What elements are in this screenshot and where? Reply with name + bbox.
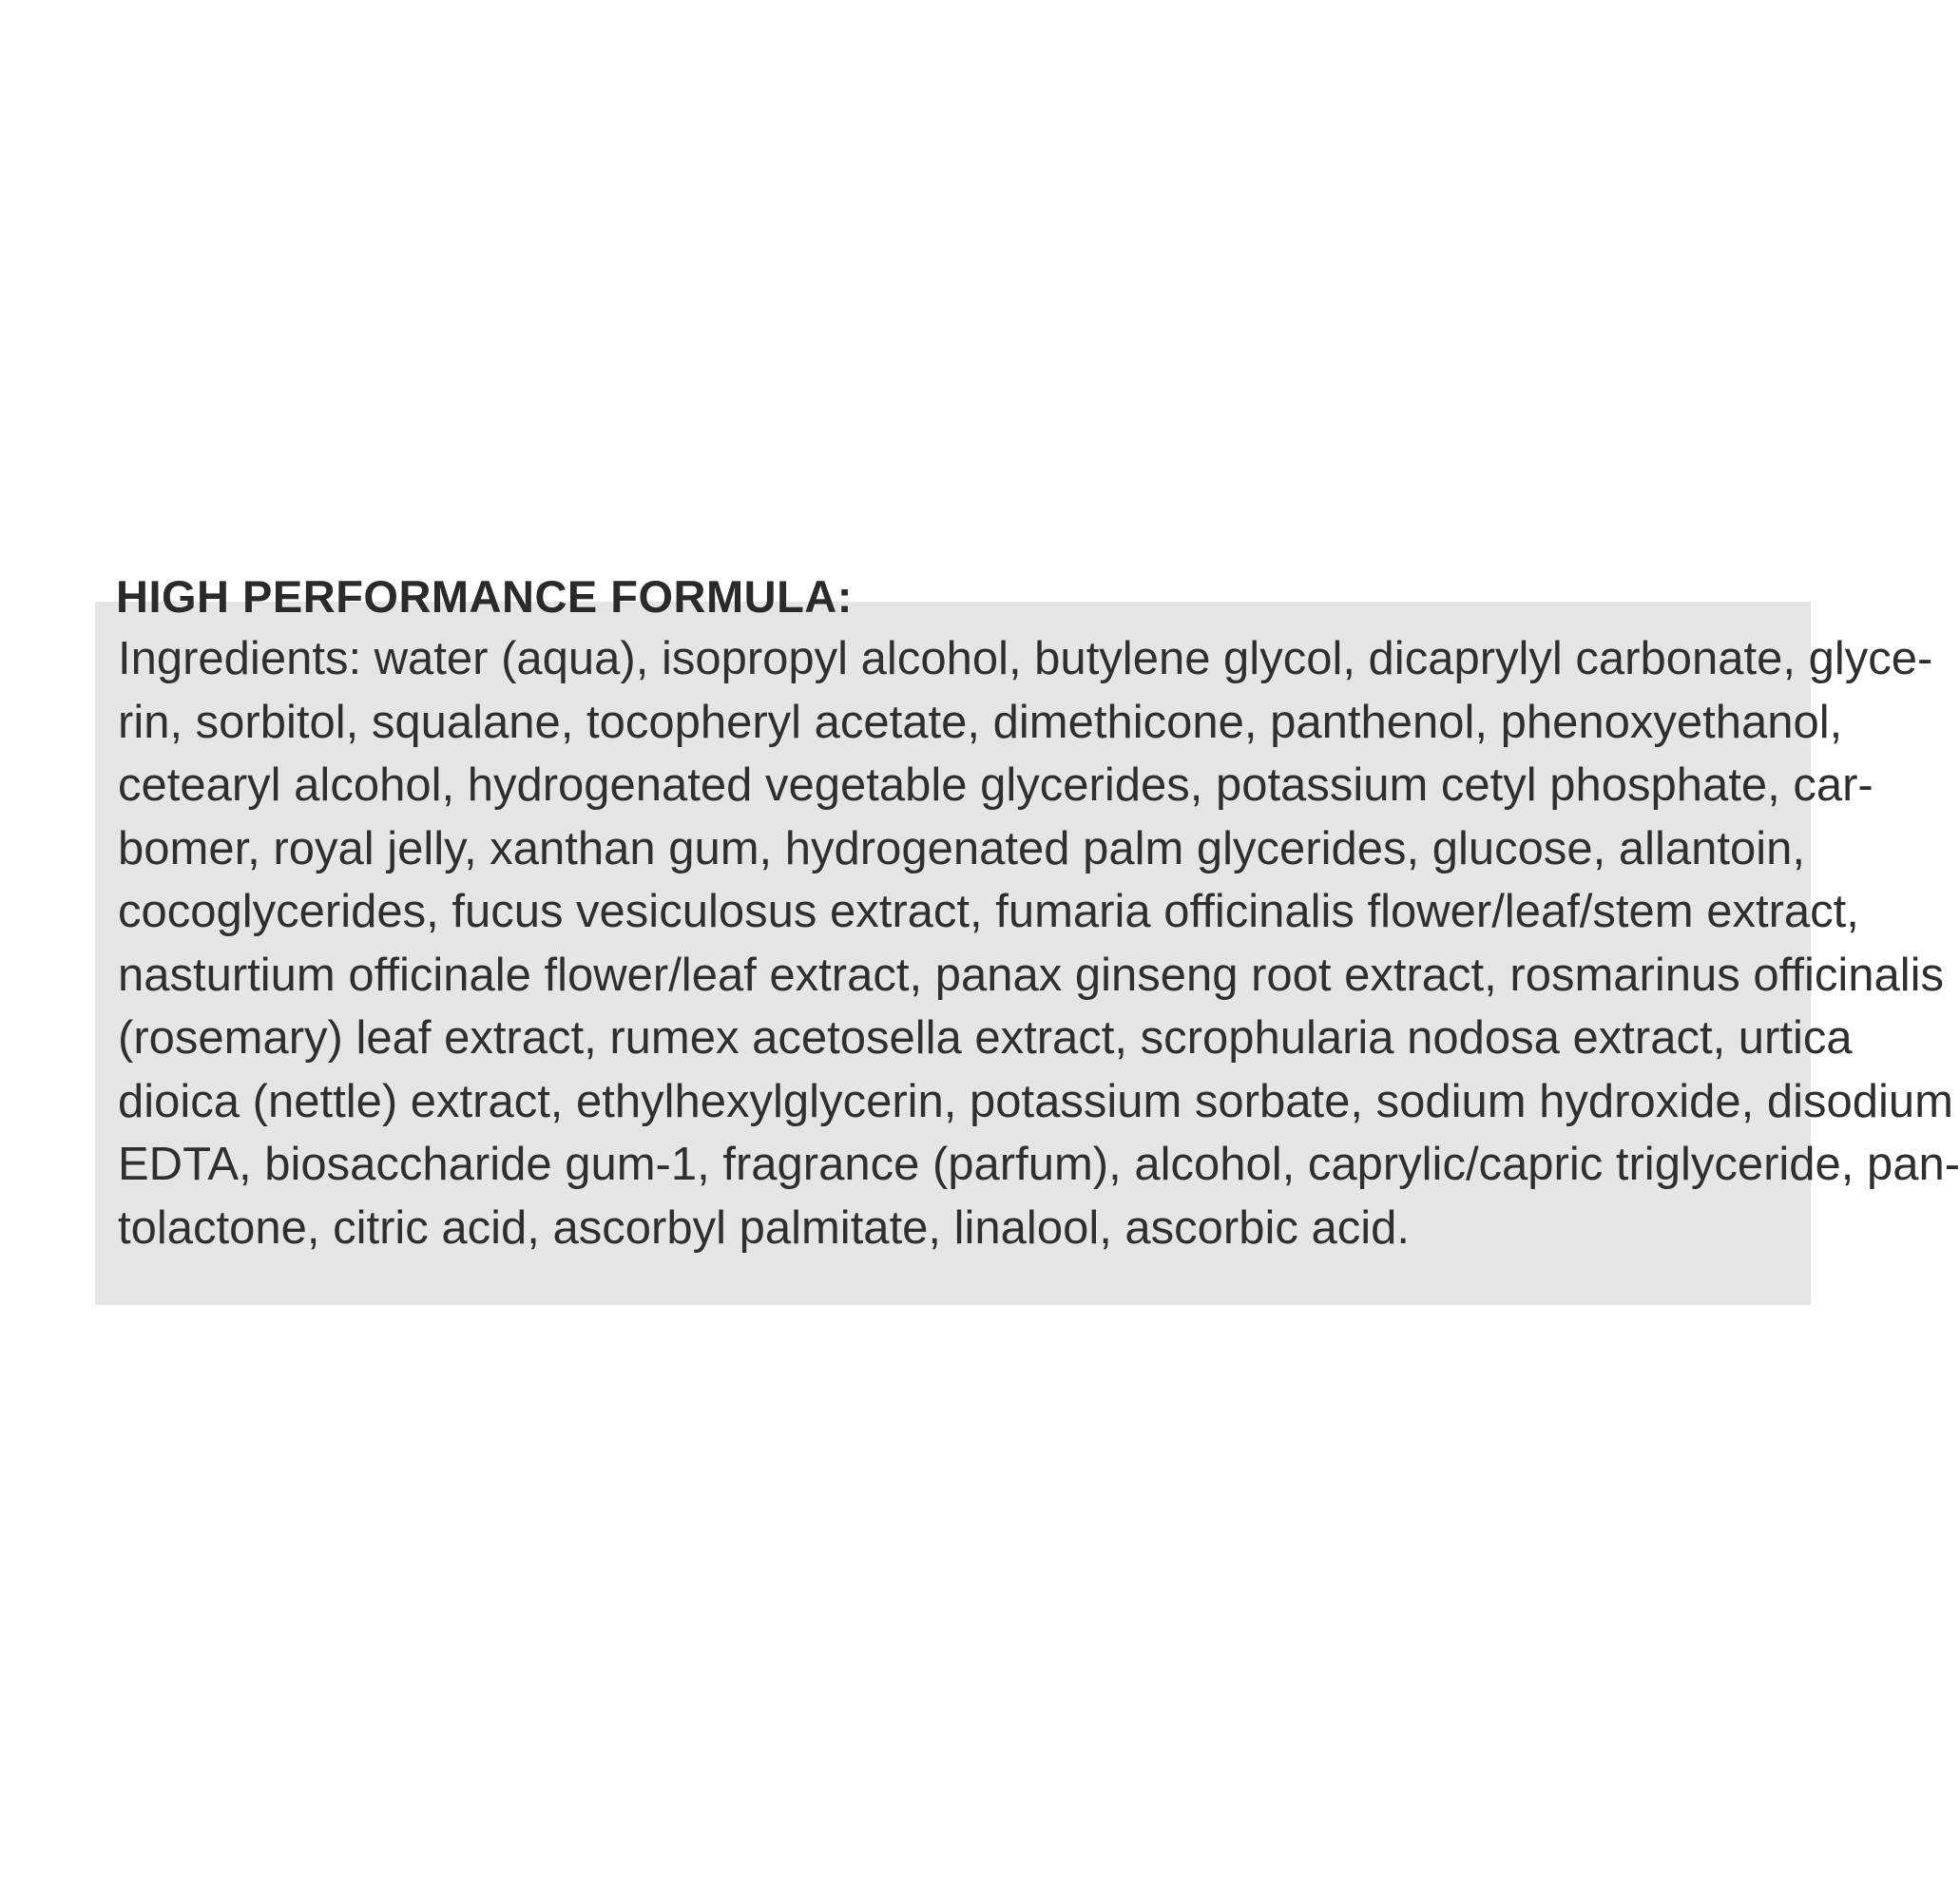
ingredients-line: cetearyl alcohol, hydrogenated vegetable glycerides, potassium cetyl phosphate, car- bbox=[118, 759, 1874, 811]
ingredients-text bbox=[118, 627, 1960, 1259]
ingredients-line: bomer, royal jelly, xanthan gum, hydrogenated palm glycerides, glucose, allantoin, bbox=[118, 822, 1805, 874]
ingredients-line: EDTA, biosaccharide gum-1, fragrance (parfum), alcohol, caprylic/capric triglyceride, pan- bbox=[118, 1139, 1960, 1190]
ingredients-line: dioica (nettle) extract, ethylhexylglycerin, potassium sorbate, sodium hydroxide, disodium bbox=[118, 1075, 1953, 1127]
ingredients-line: rin, sorbitol, squalane, tocopheryl acetate, dimethicone, panthenol, phenoxyethanol, bbox=[118, 696, 1843, 748]
ingredients-line: tolactone, citric acid, ascorbyl palmitate, linalool, ascorbic acid. bbox=[118, 1201, 1411, 1254]
ingredients-line: cocoglycerides, fucus vesiculosus extract, fumaria officinalis flower/leaf/stem extract, bbox=[118, 886, 1859, 937]
ingredients-line: Ingredients: water (aqua), isopropyl alcohol, butylene glycol, dicaprylyl carbonate, glyce- bbox=[118, 633, 1933, 684]
formula-heading: HIGH PERFORMANCE FORMULA: bbox=[116, 571, 853, 622]
ingredients-line: nasturtium officinale flower/leaf extract, panax ginseng root extract, rosmarinus officinalis bbox=[118, 949, 1945, 1001]
ingredients-line: (rosemary) leaf extract, rumex acetosella extract, scrophularia nodosa extract, urtica bbox=[118, 1012, 1853, 1064]
ingredients-panel bbox=[95, 571, 1960, 1305]
